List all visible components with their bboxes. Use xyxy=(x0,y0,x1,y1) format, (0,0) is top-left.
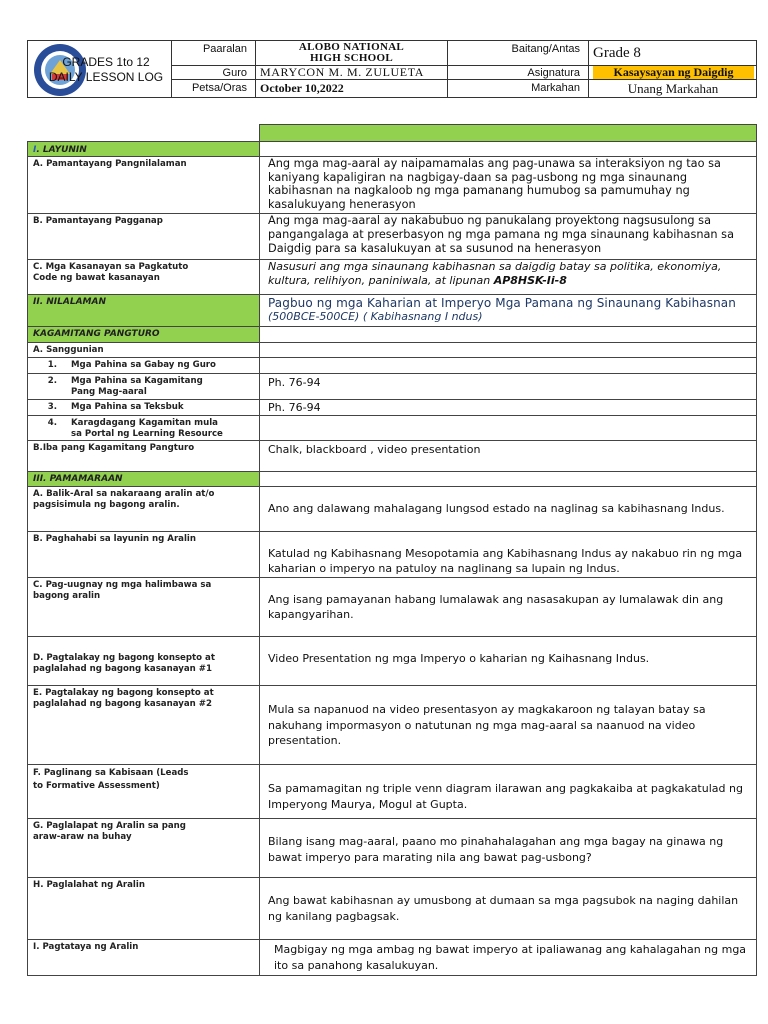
header-table xyxy=(27,40,757,98)
pamamaraan-step: E. Pagtalakay ng bagong konsepto at paglalahad ng bagong kasanayan #2 Mula sa napanuod na video presentasyon ay magkakaroon ng talayan batay sa nakuhang impormasyon o natutunan ng mga mag-aaral sa naanuod na video presentation. xyxy=(27,686,757,765)
pamamaraan-step: F. Paglinang sa Kabisaan (Leads to Formative Assessment) Sa pamamagitan ng triple venn diagram ilarawan ang pagkakaiba at pagkakatulad ng Imperyong Maurya, Mogul at Gupta. xyxy=(27,765,757,819)
sanggunian-item: 2. Mga Pahina sa Kagamitang Pang Mag-aaral Ph. 76-94 xyxy=(27,374,757,400)
pamantayang-pangnilalaman-text: Ang mga mag-aaral ay naipamamalas ang pag-unawa sa interaksiyon ng tao sa kaniyang kapaligiran na nagbigay-daan sa pag-usbong ng mga sinaunang kabihasnan na nagkaloob ng mga pamanang humubog sa pamumuhay ng kasalukuyang henerasyon xyxy=(268,157,721,211)
kagamitan-title: KAGAMITANG PANGTURO xyxy=(28,327,260,342)
pamantayang-pagganap-text: Ang mga mag-aaral ay nakabubuo ng panukalang proyektong nagsusulong sa pangangalaga at preserbasyon ng mga pamana ng mga sinaunang kabihasnan sa Daigdig para sa kasalukuyan at sa susunod na henerasyon xyxy=(268,214,734,255)
paaralan-value: ALOBO NATIONAL HIGH SCHOOL xyxy=(298,41,405,64)
kasanayan-code: AP8HSK-Ii-8 xyxy=(493,274,567,287)
markahan-value: Unang Markahan xyxy=(627,81,719,96)
nilalaman-row xyxy=(27,295,757,327)
iba-pang-kagamitan-value: Chalk, blackboard , video presentation xyxy=(268,443,481,456)
paaralan-label: Paaralan xyxy=(202,43,247,55)
nilalaman-title: II. NILALAMAN xyxy=(28,295,260,326)
mga-kasanayan-label: C. Mga Kasanayan sa Pagkatuto Code ng bawat kasanayan xyxy=(28,260,260,294)
pamamaraan-title: III. PAMAMARAAN xyxy=(28,472,260,486)
kagamitan-row xyxy=(27,327,757,343)
sanggunian-item: 3. Mga Pahina sa Teksbuk Ph. 76-94 xyxy=(27,400,757,416)
pamantayang-pangnilalaman-row xyxy=(27,157,757,214)
baitang-value: Grade 8 xyxy=(593,45,641,61)
nilalaman-text: Pagbuo ng mga Kaharian at Imperyo Mga Pamana ng Sinaunang Kabihasnan (500BCE-500CE) ( Kabihasnang I ndus) xyxy=(268,296,736,323)
pamamaraan-step: C. Pag-uugnay ng mga halimbawa sa bagong aralin Ang isang pamayanan habang lumalawak ang nasasakupan ay lumalawak din ang kapangyarihan. xyxy=(27,578,757,637)
sanggunian-row xyxy=(27,343,757,358)
guro-label: Guro xyxy=(222,67,247,79)
pamamaraan-step: G. Paglalapat ng Aralin sa pang araw-araw na buhay Bilang isang mag-aaral, paano mo pinahahalagahan ang mga bagay na ginawa ng bawat imperyo para marating nila ang bawat pag-usbong? xyxy=(27,819,757,878)
pamamaraan-step: A. Balik-Aral sa nakaraang aralin at/o pagsisimula ng bagong aralin. Ano ang dalawang mahalagang lungsod estado na naglinag sa kabihasnang Indus. xyxy=(27,487,757,532)
pamamaraan-step: H. Paglalahat ng Aralin Ang bawat kabihasnan ay umusbong at dumaan sa mga pagsubok na naging dahilan ng kanilang pagbagsak. xyxy=(27,878,757,940)
pamantayang-pangnilalaman-label: A. Pamantayang Pangnilalaman xyxy=(28,157,260,213)
pamamaraan-row xyxy=(27,472,757,487)
baitang-label: Baitang/Antas xyxy=(511,43,580,55)
dll-title xyxy=(46,55,166,85)
markahan-label: Markahan xyxy=(531,82,580,94)
iba-pang-kagamitan-label: B.Iba pang Kagamitang Pangturo xyxy=(28,441,260,471)
dll-title-line1: GRADES 1to 12 xyxy=(62,55,150,69)
mga-kasanayan-row xyxy=(27,260,757,295)
sanggunian-item: 1. Mga Pahina sa Gabay ng Guro xyxy=(27,358,757,374)
layunin-row xyxy=(27,141,757,157)
pamamaraan-step: B. Paghahabi sa layunin ng Aralin Katulad ng Kabihasnang Mesopotamia ang Kabihasnang Indus ay nakabuo rin ng mga kaharian o imperyo na patuloy na naglinang sa lupain ng Indus. xyxy=(27,532,757,578)
dll-title-line2: DAILY LESSON LOG xyxy=(48,70,164,84)
pamantayang-pagganap-row xyxy=(27,214,757,260)
petsa-label: Petsa/Oras xyxy=(191,82,247,94)
layunin-title: I. LAYUNIN xyxy=(28,142,260,156)
guro-value: MARYCON M. M. ZULUETA xyxy=(260,65,424,79)
pamamaraan-step: D. Pagtalakay ng bagong konsepto at paglalahad ng bagong kasanayan #1 Video Presentation ng mga Imperyo o kaharian ng Kaihasnang Indus. xyxy=(27,637,757,686)
iba-pang-kagamitan-row xyxy=(27,441,757,472)
petsa-value: October 10,2022 xyxy=(260,81,344,95)
mga-kasanayan-text: Nasusuri ang mga sinaunang kabihasnan sa daigdig batay sa politika, ekonomiya, kultura, relihiyon, paniniwala, at lipunan AP8HSK-Ii-8 xyxy=(268,260,722,287)
sanggunian-label: A. Sanggunian xyxy=(28,343,260,357)
asignatura-label: Asignatura xyxy=(527,67,580,79)
asignatura-value: Kasaysayan ng Daigdig xyxy=(593,66,754,79)
pamamaraan-step: I. Pagtataya ng Aralin Magbigay ng mga ambag ng bawat imperyo at ipaliawanag ang kahalagahan ng mga ito sa panahong kasalukuyan. xyxy=(27,940,757,976)
sanggunian-item: 4. Karagdagang Kagamitan mula sa Portal ng Learning Resource xyxy=(27,416,757,441)
table-top-strip xyxy=(259,124,757,141)
pamantayang-pagganap-label: B. Pamantayang Pagganap xyxy=(28,214,260,259)
